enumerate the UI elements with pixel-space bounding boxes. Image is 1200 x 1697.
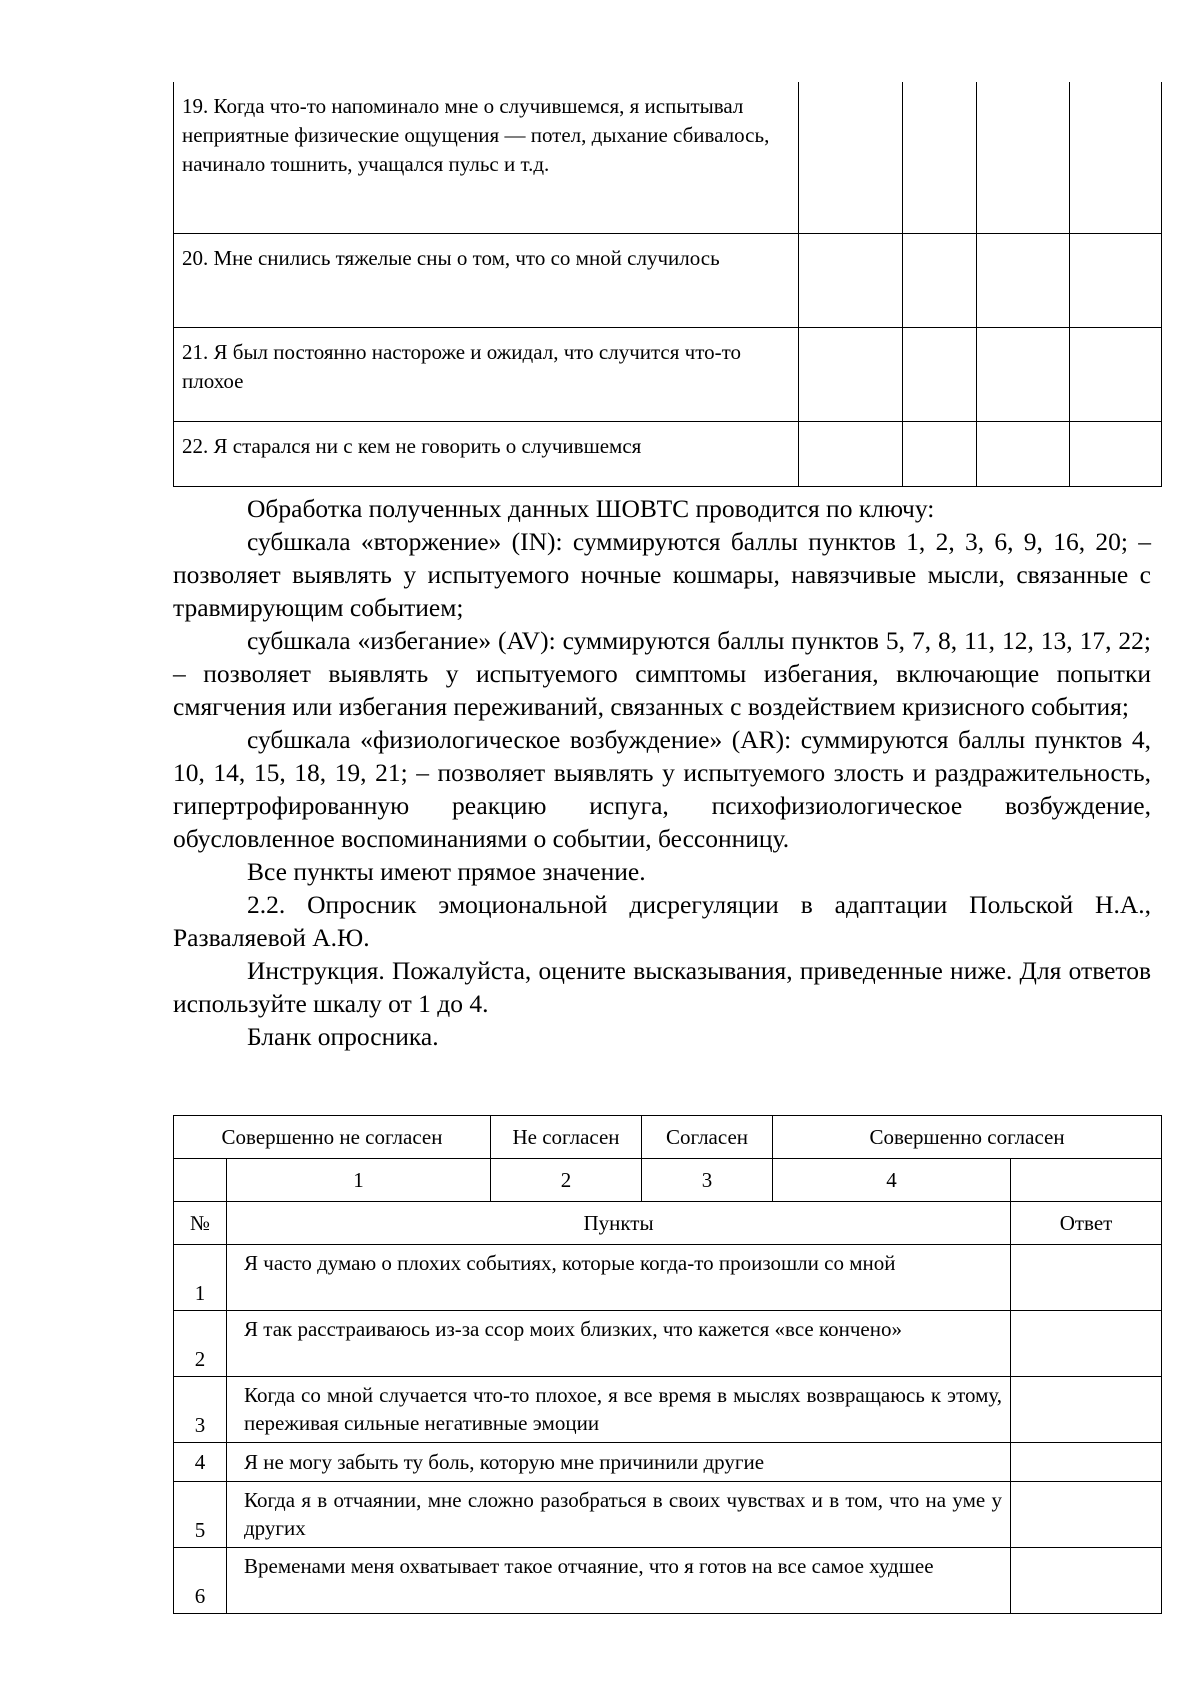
empty-cell <box>1011 1159 1162 1202</box>
answer-cell[interactable] <box>903 82 977 233</box>
table-row <box>174 1443 1162 1482</box>
answer-cell[interactable] <box>1011 1377 1162 1443</box>
header-row <box>174 1202 1162 1245</box>
item-text: Когда со мной случается что-то плохое, я все время в мыслях возвращаюсь к этому, переживая сильные негативные эмоции <box>227 1377 1011 1443</box>
answer-cell[interactable] <box>1011 1548 1162 1614</box>
answer-cell[interactable] <box>977 82 1070 233</box>
answer-cell[interactable] <box>903 233 977 327</box>
answer-cell[interactable] <box>799 82 903 233</box>
item-text: Когда я в отчаянии, мне сложно разобраться в своих чувствах и в том, что на уме у других <box>227 1482 1011 1548</box>
answer-cell[interactable] <box>1011 1245 1162 1311</box>
table-row <box>174 421 1162 486</box>
table-row <box>174 233 1162 327</box>
scale-label-3: Согласен <box>642 1116 773 1159</box>
paragraph-subscale-in: субшкала «вторжение» (IN): суммируются баллы пунктов 1, 2, 3, 6, 9, 16, 20; – позволяет выявлять у испытуемого ночные кошмары, навязчивые мысли, связанные с травмирующим событием; <box>173 527 1151 622</box>
paragraph-direct-meaning: Все пункты имеют прямое значение. <box>247 857 646 886</box>
answer-cell[interactable] <box>977 327 1070 421</box>
scale-label-1: Совершенно не согласен <box>174 1116 491 1159</box>
paragraph-processing-key: Обработка полученных данных ШОВТС проводится по ключу: <box>247 494 935 523</box>
item-number: 1 <box>174 1245 227 1311</box>
answer-cell[interactable] <box>977 233 1070 327</box>
answer-cell[interactable] <box>1070 421 1162 486</box>
answer-cell[interactable] <box>1011 1443 1162 1482</box>
item-text: Я не могу забыть ту боль, которую мне причинили другие <box>227 1443 1011 1482</box>
paragraph-form-title: Бланк опросника. <box>247 1022 439 1051</box>
header-answer: Ответ <box>1011 1202 1162 1245</box>
body-text <box>173 492 1151 1053</box>
answer-cell[interactable] <box>799 233 903 327</box>
answer-cell[interactable] <box>799 421 903 486</box>
scale-value-1: 1 <box>227 1159 491 1202</box>
answer-cell[interactable] <box>799 327 903 421</box>
scale-value-3: 3 <box>642 1159 773 1202</box>
table-row <box>174 1482 1162 1548</box>
paragraph-subscale-ar: субшкала «физиологическое возбуждение» (AR): суммируются баллы пунктов 4, 10, 14, 15, 18, 19, 21; – позволяет выявлять у испытуемого злость и раздражительность, гипертрофированную реакцию испуга, психофизиологическое возбуждение, обусловленное воспоминаниями о событии, бессонницу. <box>173 725 1151 853</box>
table-row <box>174 1245 1162 1311</box>
item-text-20: 20. Мне снились тяжелые сны о том, что со мной случилось <box>174 233 799 327</box>
empty-cell <box>174 1159 227 1202</box>
table-row <box>174 327 1162 421</box>
questionnaire-table <box>173 1115 1162 1614</box>
paragraph-subscale-av: субшкала «избегание» (AV): суммируются баллы пунктов 5, 7, 8, 11, 12, 13, 17, 22; – позволяет выявлять у испытуемого симптомы избегания, включающие попытки смягчения или избегания переживаний, связанных с воздействием кризисного события; <box>173 626 1151 721</box>
answer-cell[interactable] <box>1070 327 1162 421</box>
item-number: 3 <box>174 1377 227 1443</box>
answer-cell[interactable] <box>1070 82 1162 233</box>
scale-labels-row <box>174 1116 1162 1159</box>
section-heading: 2.2. Опросник эмоциональной дисрегуляции в адаптации Польской Н.А., Разваляевой А.Ю. <box>173 890 1151 952</box>
item-text: Временами меня охватывает такое отчаяние, что я готов на все самое худшее <box>227 1548 1011 1614</box>
item-number: 5 <box>174 1482 227 1548</box>
item-number: 4 <box>174 1443 227 1482</box>
answer-cell[interactable] <box>1011 1482 1162 1548</box>
table-row <box>174 1548 1162 1614</box>
table-row <box>174 1377 1162 1443</box>
item-number: 2 <box>174 1311 227 1377</box>
table-row <box>174 1311 1162 1377</box>
scale-value-4: 4 <box>773 1159 1011 1202</box>
item-text-22: 22. Я старался ни с кем не говорить о случившемся <box>174 421 799 486</box>
header-items: Пункты <box>227 1202 1011 1245</box>
item-text-21: 21. Я был постоянно настороже и ожидал, что случится что-то плохое <box>174 327 799 421</box>
header-num: № <box>174 1202 227 1245</box>
answer-cell[interactable] <box>903 421 977 486</box>
answer-cell[interactable] <box>977 421 1070 486</box>
answer-cell[interactable] <box>1011 1311 1162 1377</box>
scale-label-4: Совершенно согласен <box>773 1116 1162 1159</box>
scale-value-2: 2 <box>491 1159 642 1202</box>
scale-label-2: Не согласен <box>491 1116 642 1159</box>
answer-cell[interactable] <box>903 327 977 421</box>
scale-values-row <box>174 1159 1162 1202</box>
item-number: 6 <box>174 1548 227 1614</box>
table-row <box>174 82 1162 233</box>
item-text-19: 19. Когда что-то напоминало мне о случившемся, я испытывал неприятные физические ощущения — потел, дыхание сбивалось, начинало тошнить, учащался пульс и т.д. <box>174 82 799 233</box>
symptom-table <box>173 82 1162 487</box>
answer-cell[interactable] <box>1070 233 1162 327</box>
paragraph-instruction: Инструкция. Пожалуйста, оцените высказывания, приведенные ниже. Для ответов используйте шкалу от 1 до 4. <box>173 956 1151 1018</box>
item-text: Я часто думаю о плохих событиях, которые когда-то произошли со мной <box>227 1245 1011 1311</box>
item-text: Я так расстраиваюсь из-за ссор моих близких, что кажется «все кончено» <box>227 1311 1011 1377</box>
